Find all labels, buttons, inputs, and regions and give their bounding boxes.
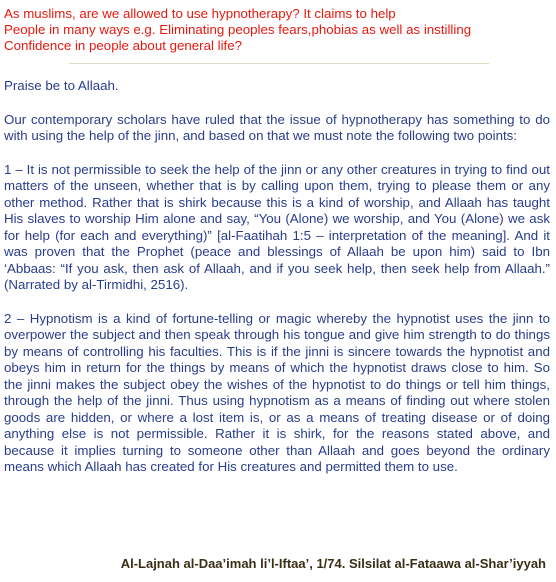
question-line-2: People in many ways e.g. Eliminating peoples fears,phobias as well as instilling (4, 22, 472, 37)
question-line-1: As muslims, are we allowed to use hypnotherapy? It claims to help (4, 6, 396, 21)
answer-praise: Praise be to Allaah. (4, 78, 119, 93)
question-line-3: Confidence in people about general life? (4, 38, 243, 53)
section-divider (69, 63, 489, 64)
answer-point-2: 2 – Hypnotism is a kind of fortune-telling or magic whereby the hypnotist uses the jinn to overpower the subject and then speak through his tongue and give him strength to do things by means of controlling his faculties. This is if the jinni is sincere towards the hypnotist and obeys him in return for the things by means of which the hypnotist draws close to him. So the jinni makes the subject obey the wishes of the hypnotist to do things or tell him things, through the help of the jinni. Thus using hypnotism as a means of finding out where stolen goods are hidden, or where a lost item is, or as a means of treating disease or of doing anything else is not permissible. Rather it is shirk, for the reasons stated above, and because it implies turning to someone other than Allaah and goes beyond the ordinary means which Allaah has created for His creatures and permitted them to use. (4, 310, 550, 474)
source-citation: Al-Lajnah al-Daa’imah li’l-Iftaa’, 1/74. Silsilat al-Fataawa al-Shar’iyyah (120, 556, 546, 571)
answer-block (4, 78, 550, 476)
answer-point-1: 1 – It is not permissible to seek the help of the jinn or any other creatures in trying to find out matters of the unseen, whether that is by calling upon them, trying to please them or any other method. Rather that is shirk because this is a kind of worship, and Allaah has taught His slaves to worship Him alone and say, “You (Alone) we worship, and You (Alone) we ask for help (for each and everything)” [al-Faatihah 1:5 – interpretation of the meaning]. And it was proven that the Prophet (peace and blessings of Allaah be upon him) said to Ibn ‘Abbaas: “If you ask, then ask of Allaah, and if you seek help, then seek help from Allaah.” (Narrated by al-Tirmidhi, 2516). (4, 161, 550, 292)
question-block (4, 6, 550, 54)
answer-intro: Our contemporary scholars have ruled that the issue of hypnotherapy has something to do with using the help of the jinn, and based on that we must note the following two points: (4, 111, 550, 143)
fatwa-page (4, 6, 550, 476)
